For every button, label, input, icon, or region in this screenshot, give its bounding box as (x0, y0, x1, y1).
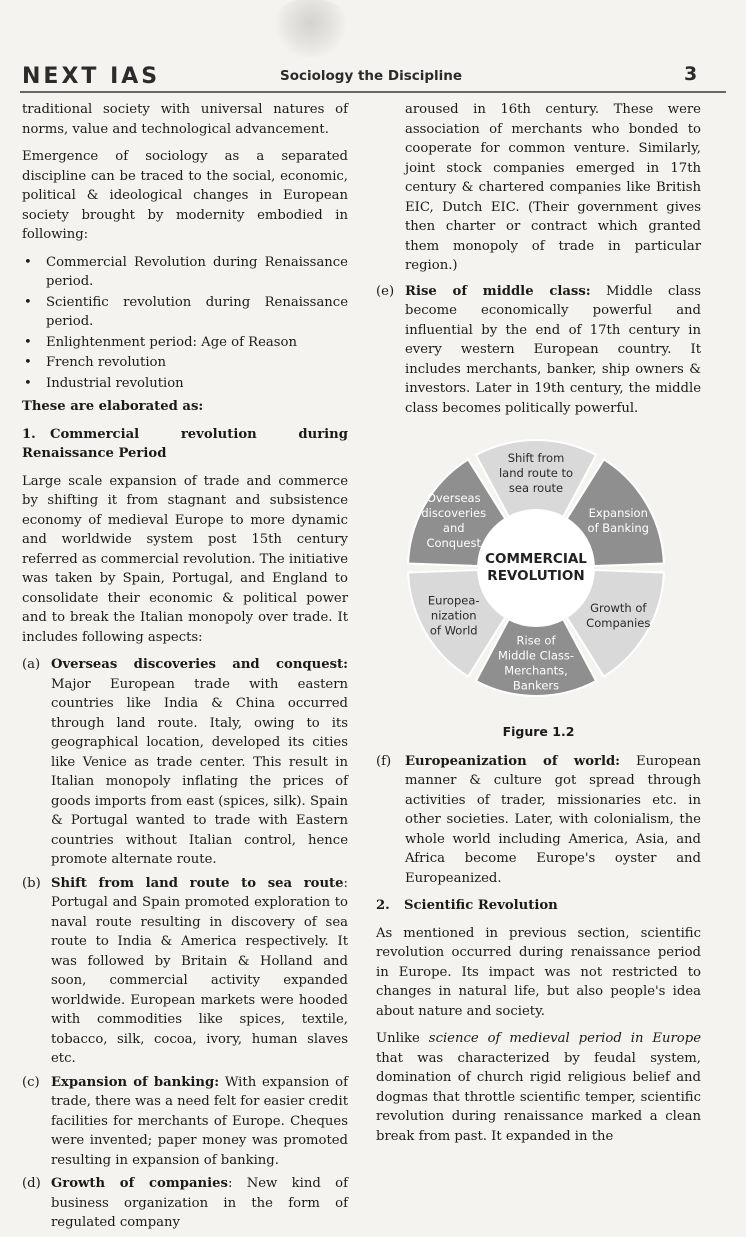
diagram-petal-label: nization (430, 608, 477, 623)
page-number: 3 (684, 63, 698, 85)
right-column (376, 100, 701, 1154)
section-heading-1: 1. Commercial revolution during Renaissance Period (22, 426, 348, 461)
unlike-paragraph: Unlike science of medieval period in Europe that was characterized by feudal system, domination of church rigid religious belief and dogmas that throttle scientific temper, scientific revolution during renaissance marked a clean break from past. It expanded in the (376, 1031, 701, 1144)
diagram-petal-label: sea route (508, 481, 564, 495)
emergence-paragraph: Emergence of sociology as a separated discipline can be traced to the social, economic, political & ideological changes in European society brought by modernity embodied in following: (22, 149, 348, 242)
aspect-item-d: (d) Growth of companies: New kind of business organization in the form of regulated company (22, 1176, 348, 1230)
brand-logo: NEXT IAS (22, 64, 161, 89)
item-d-continued: aroused in 16th century. These were association of merchants who bonded to cooperate for common venture. Similarly, joint stock companies emerged in 17th century & chartered companies like British EIC, Dutch EIC. (Their government gives then charter or contract which granted them monopoly of trade in particular region.) (405, 102, 701, 273)
diagram-petal-label: Rise of (516, 633, 556, 648)
diagram-petal-label: Companies (586, 616, 651, 630)
list-item: • Enlightenment period: Age of Reason (24, 334, 297, 350)
diagram-petal-label: of World (429, 623, 478, 638)
diagram-center-label-2: REVOLUTION (487, 568, 585, 584)
diagram-petal-label: discoveries (421, 506, 487, 520)
section2-paragraph: As mentioned in previous section, scientific revolution occurred during renaissance period in Europe. Its impact was not restricted to changes in natural life, but also people's idea about nature and society. (376, 925, 701, 1019)
diagram-petal-label: Middle Class- (497, 648, 575, 663)
diagram-petal-label: Bankers (512, 678, 560, 693)
diagram-petal-label: Growth of (590, 601, 647, 615)
figure-caption: Figure 1.2 (502, 724, 575, 739)
aspect-item-b: (b) Shift from land route to sea route: Portugal and Spain promoted exploration to naval route resulting in discovery of sea route to India & America respectively. It was followed by Britain & Holland and soon, commercial activity expanded worldwide. European markets were hooded with commodities like spices, textile, tobacco, silk, cocoa, ivory, human slaves etc. (22, 875, 348, 1066)
list-item: • French revolution (24, 355, 166, 370)
list-item: • Industrial revolution (24, 375, 184, 391)
aspect-item-f: (f) Europeanization of world: European manner & culture got spread through activities of trader, missionaries etc. in other societies. Later, with colonialism, the whole world including America, Asia, and Africa become Europe's oyster and Europeanized. (376, 753, 701, 886)
diagram-petal-label: Expansion (588, 506, 648, 520)
diagram-petal-label: Shift from (507, 451, 565, 465)
list-item: • Scientific revolution during Renaissance period. (24, 294, 348, 329)
diagram-petal-label: land route to (498, 466, 574, 480)
diagram-petal-label: Overseas (426, 491, 481, 505)
list-item: • Commercial Revolution during Renaissance period. (24, 254, 348, 289)
aspect-item-a: (a) Overseas discoveries and conquest: Major European trade with eastern countries like India & China occurred through land route. Italy, owing to its geographical location, developed its cities like Venice as trade center. This result in Italian monopoly inflating the prices of goods imports from east (spices, silk). Spain & Portugal wanted to trade with Eastern countries without Italian control, hence promote alternate route. (22, 657, 348, 867)
diagram-petal-label: Europea- (427, 593, 480, 608)
diagram-petal-label: Merchants, (504, 663, 568, 678)
aspect-item-c: (c) Expansion of banking: With expansion of trade, there was a need felt for easier credit facilities for merchants of Europe. Cheques were invented; paper money was promoted resulting in expansion of banking. (22, 1074, 349, 1168)
modernity-list (22, 253, 348, 394)
running-title: Sociology the Discipline (280, 68, 463, 84)
diagram-petal-label: of Banking (587, 521, 649, 535)
intro-paragraph: traditional society with universal natures of norms, value and technological advancement. (22, 102, 348, 137)
diagram-center-label-1: COMMERCIAL (485, 551, 587, 567)
section1-paragraph: Large scale expansion of trade and commerce by shifting it from stagnant and subsistence economy of medieval Europe to more dynamic and worldwide system post 15th century referred as commercial revolution. The initiative was taken by Spain, Portugal, and England to consolidate their economic & political power and to break the Italian monopoly over trade. It includes following aspects: (22, 473, 348, 645)
diagram-petal-label: Conquest (426, 536, 481, 550)
section-heading-2: 2. Scientific Revolution (376, 898, 558, 913)
watermark-logo (272, 0, 350, 58)
elaborated-heading: These are elaborated as: (22, 399, 204, 414)
diagram-petal-label: and (442, 521, 465, 535)
header-divider (20, 91, 726, 93)
commercial-revolution-diagram (376, 428, 701, 718)
aspect-item-e: (e) Rise of middle class: Middle class become economically powerful and influential by the end of 17th century in every western European country. It includes merchants, banker, ship owners & investors. Later in 19th century, the middle class becomes politically powerful. (376, 283, 701, 416)
left-column (22, 100, 348, 1237)
